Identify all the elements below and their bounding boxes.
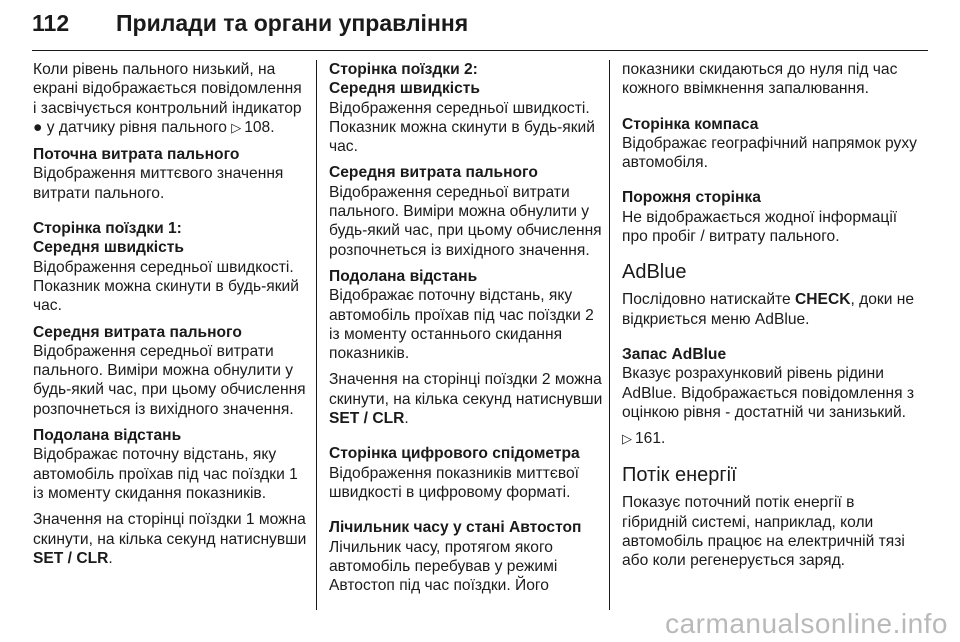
adblue-reserve-heading: Запас AdBlue	[622, 345, 727, 363]
column-divider-1	[316, 60, 317, 610]
trip1-reset-text: Значення на сторінці поїздки 1 можна скинути, на кілька секунд натиснувши SET / CLR.	[33, 511, 307, 567]
adblue-reserve-text: Вказує розрахунковий рівень рідини AdBlue. Відображається повідомлення з оцінкою рівня - достатній чи занизький.	[622, 365, 915, 421]
page-reference-link[interactable]: 161.	[635, 430, 666, 448]
trip1-avg-consumption-text: Відображення середньої витрати пального. Виміри можна обнулити у будь-який час, при цьому обчислення розпочнеться із вихідного значення.	[33, 342, 306, 418]
watermark: carmanualsonline.info	[665, 608, 948, 639]
column-divider-2	[609, 60, 610, 610]
trip2-avg-consumption-text: Відображення середньої витрати пального. Виміри можна обнулити у будь-який час, при цьому обчислення розпочнеться із вихідного значення.	[329, 183, 602, 259]
intro-paragraph: Коли рівень пального низький, на екрані відображається повідомлення і засвічується контрольний індикатор ● у датчику рівня пального ▷ 108.	[33, 60, 308, 138]
page-reference-icon: ▷	[231, 120, 242, 136]
autostop-text: Лічильник часу, протягом якого автомобіль перебував у режимі Автостоп під час поїздки. Його	[329, 538, 558, 595]
column-1	[33, 60, 308, 575]
page-number: 112	[32, 10, 70, 36]
set-clr-button-label: SET / CLR	[33, 549, 109, 567]
fuel-indicator-icon: ●	[33, 118, 43, 136]
adblue-text: Послідовно натискайте CHECK, доки не відкриється меню AdBlue.	[622, 291, 915, 328]
blank-page-text: Не відображається жодної інформації про пробіг / витрату пального.	[622, 208, 898, 246]
autostop-continued-text: показники скидаються до нуля під час кожного ввімкнення запалювання.	[622, 61, 898, 98]
adblue-reference	[622, 429, 922, 449]
trip1-distance-heading: Подолана відстань	[33, 427, 182, 445]
trip2-distance-heading: Подолана відстань	[329, 267, 478, 285]
trip2-avg-speed-heading: Середня швидкість	[329, 80, 480, 98]
page-header	[32, 6, 928, 50]
energy-flow-text: Показує поточний потік енергії в гібридній системі, наприклад, коли автомобіль працює на електричній тязі або коли регенерується заряд.	[622, 494, 905, 570]
trip1-avg-consumption-heading: Середня витрата пального	[33, 323, 242, 341]
adblue-heading: AdBlue	[622, 261, 687, 284]
compass-heading: Сторінка компаса	[622, 115, 759, 133]
column-2	[329, 60, 605, 602]
page-reference-icon: ▷	[622, 432, 632, 448]
digital-speedo-heading: Сторінка цифрового спідометра	[329, 445, 580, 463]
set-clr-button-label: SET / CLR	[329, 410, 405, 428]
trip2-distance-text: Відображає поточну відстань, яку автомобіль проїхав під час поїздки 2 із моменту останнього скидання показників.	[329, 287, 594, 363]
trip1-avg-speed-heading: Середня швидкість	[33, 239, 184, 257]
current-consumption-heading: Поточна витрата пального	[33, 146, 240, 164]
current-consumption-text: Відображення миттєвого значення витрати пального.	[33, 165, 284, 202]
check-button-label: CHECK	[795, 291, 851, 309]
trip1-heading: Сторінка поїздки 1:	[33, 220, 182, 238]
digital-speedo-text: Відображення показників миттєвої швидкості в цифровому форматі.	[329, 464, 579, 501]
page-title: Прилади та органи управління	[116, 10, 469, 36]
page-reference-link[interactable]: 108.	[244, 118, 275, 136]
blank-page-heading: Порожня сторінка	[622, 189, 761, 207]
energy-flow-heading: Потік енергії	[622, 464, 737, 487]
header-divider	[32, 50, 928, 51]
trip2-avg-speed-text: Відображення середньої швидкості. Показник можна скинути в будь-який час.	[329, 99, 595, 156]
trip2-heading: Сторінка поїздки 2:	[329, 61, 478, 78]
autostop-heading: Лічильник часу у стані Автостоп	[329, 519, 582, 537]
column-3	[622, 60, 922, 578]
trip2-reset-text: Значення на сторінці поїздки 2 можна скинути, на кілька секунд натиснувши SET / CLR.	[329, 371, 603, 428]
trip2-avg-consumption-heading: Середня витрата пального	[329, 164, 538, 182]
compass-text: Відображає географічний напрямок руху автомобіля.	[622, 134, 917, 172]
trip1-distance-text: Відображає поточну відстань, яку автомобіль проїхав під час поїздки 1 із моменту скидання показників.	[33, 446, 298, 502]
trip1-avg-speed-text: Відображення середньої швидкості. Показник можна скинути в будь-який час.	[33, 258, 299, 315]
